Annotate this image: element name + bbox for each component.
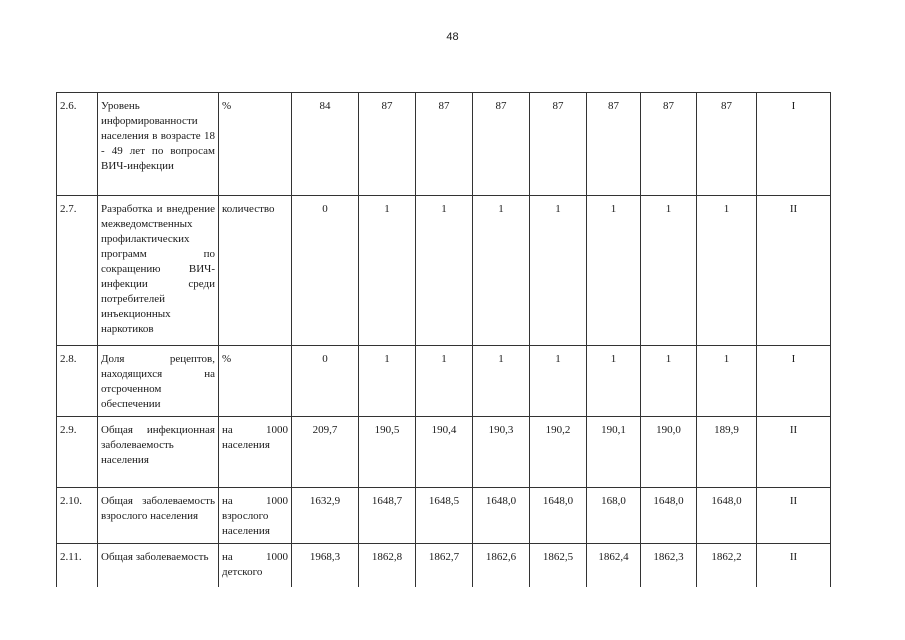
priority-level: II <box>757 196 831 346</box>
indicator-value: 87 <box>416 93 473 196</box>
indicator-value: 189,9 <box>697 417 757 488</box>
indicator-value: 87 <box>359 93 416 196</box>
indicator-value: 1 <box>359 196 416 346</box>
indicator-value: 190,5 <box>359 417 416 488</box>
indicator-value: 87 <box>641 93 697 196</box>
indicator-value: 1 <box>359 346 416 417</box>
indicator-name: Общая заболеваемость взрослого населения <box>98 488 219 544</box>
row-number: 2.7. <box>57 196 98 346</box>
row-number: 2.11. <box>57 544 98 587</box>
table-row <box>57 488 831 544</box>
table-row <box>57 544 831 587</box>
indicator-value: 1 <box>641 346 697 417</box>
table-body <box>57 93 831 587</box>
indicator-name: Общая заболеваемость <box>98 544 219 587</box>
indicator-value: 0 <box>292 196 359 346</box>
row-number: 2.8. <box>57 346 98 417</box>
indicator-value: 0 <box>292 346 359 417</box>
indicator-value: 1632,9 <box>292 488 359 544</box>
priority-level: II <box>757 544 831 587</box>
indicator-value: 1648,0 <box>530 488 587 544</box>
table-row <box>57 196 831 346</box>
indicator-value: 1648,0 <box>697 488 757 544</box>
indicator-value: 87 <box>473 93 530 196</box>
indicator-value: 209,7 <box>292 417 359 488</box>
indicator-value: 1 <box>473 196 530 346</box>
indicator-value: 1 <box>587 196 641 346</box>
indicator-value: 1 <box>587 346 641 417</box>
indicator-name: Доля рецептов, находящихся на отсроченном обеспечении <box>98 346 219 417</box>
unit-of-measure: % <box>219 346 292 417</box>
indicator-name: Общая инфекционная заболеваемость населения <box>98 417 219 488</box>
indicator-value: 1862,8 <box>359 544 416 587</box>
indicator-value: 190,0 <box>641 417 697 488</box>
indicator-value: 190,3 <box>473 417 530 488</box>
priority-level: II <box>757 488 831 544</box>
indicator-value: 190,4 <box>416 417 473 488</box>
unit-of-measure: на 1000 детского <box>219 544 292 587</box>
indicator-value: 1 <box>641 196 697 346</box>
indicator-value: 190,1 <box>587 417 641 488</box>
indicator-value: 87 <box>530 93 587 196</box>
unit-of-measure: на 1000 населения <box>219 417 292 488</box>
indicator-value: 87 <box>697 93 757 196</box>
indicator-name: Уровень информированности населения в возрасте 18 - 49 лет по вопросам ВИЧ-инфекции <box>98 93 219 196</box>
indicator-value: 1862,2 <box>697 544 757 587</box>
indicator-value: 1862,4 <box>587 544 641 587</box>
unit-of-measure: на 1000 взрослого населения <box>219 488 292 544</box>
row-number: 2.10. <box>57 488 98 544</box>
row-number: 2.9. <box>57 417 98 488</box>
indicator-value: 1862,7 <box>416 544 473 587</box>
indicator-value: 1648,0 <box>473 488 530 544</box>
indicator-value: 1 <box>473 346 530 417</box>
indicator-value: 1 <box>697 196 757 346</box>
row-number: 2.6. <box>57 93 98 196</box>
indicators-table <box>56 92 831 587</box>
indicator-value: 1 <box>697 346 757 417</box>
indicator-value: 84 <box>292 93 359 196</box>
indicator-value: 190,2 <box>530 417 587 488</box>
table-row <box>57 93 831 196</box>
indicator-value: 1648,7 <box>359 488 416 544</box>
indicator-name: Разработка и внедрение межведомственных профилактических программ по сокращению ВИЧ-инфекции среди потребителей инъекционных наркотиков <box>98 196 219 346</box>
unit-of-measure: количество <box>219 196 292 346</box>
indicator-value: 1 <box>530 346 587 417</box>
unit-of-measure: % <box>219 93 292 196</box>
indicator-value: 1862,5 <box>530 544 587 587</box>
indicator-value: 1648,0 <box>641 488 697 544</box>
indicator-value: 1648,5 <box>416 488 473 544</box>
indicator-value: 1968,3 <box>292 544 359 587</box>
indicator-value: 1862,3 <box>641 544 697 587</box>
table-row <box>57 346 831 417</box>
indicator-value: 87 <box>587 93 641 196</box>
priority-level: I <box>757 93 831 196</box>
priority-level: II <box>757 417 831 488</box>
table-row <box>57 417 831 488</box>
page-number: 48 <box>446 31 459 43</box>
indicator-value: 1 <box>530 196 587 346</box>
priority-level: I <box>757 346 831 417</box>
indicator-value: 168,0 <box>587 488 641 544</box>
indicator-value: 1862,6 <box>473 544 530 587</box>
indicator-value: 1 <box>416 346 473 417</box>
indicator-value: 1 <box>416 196 473 346</box>
